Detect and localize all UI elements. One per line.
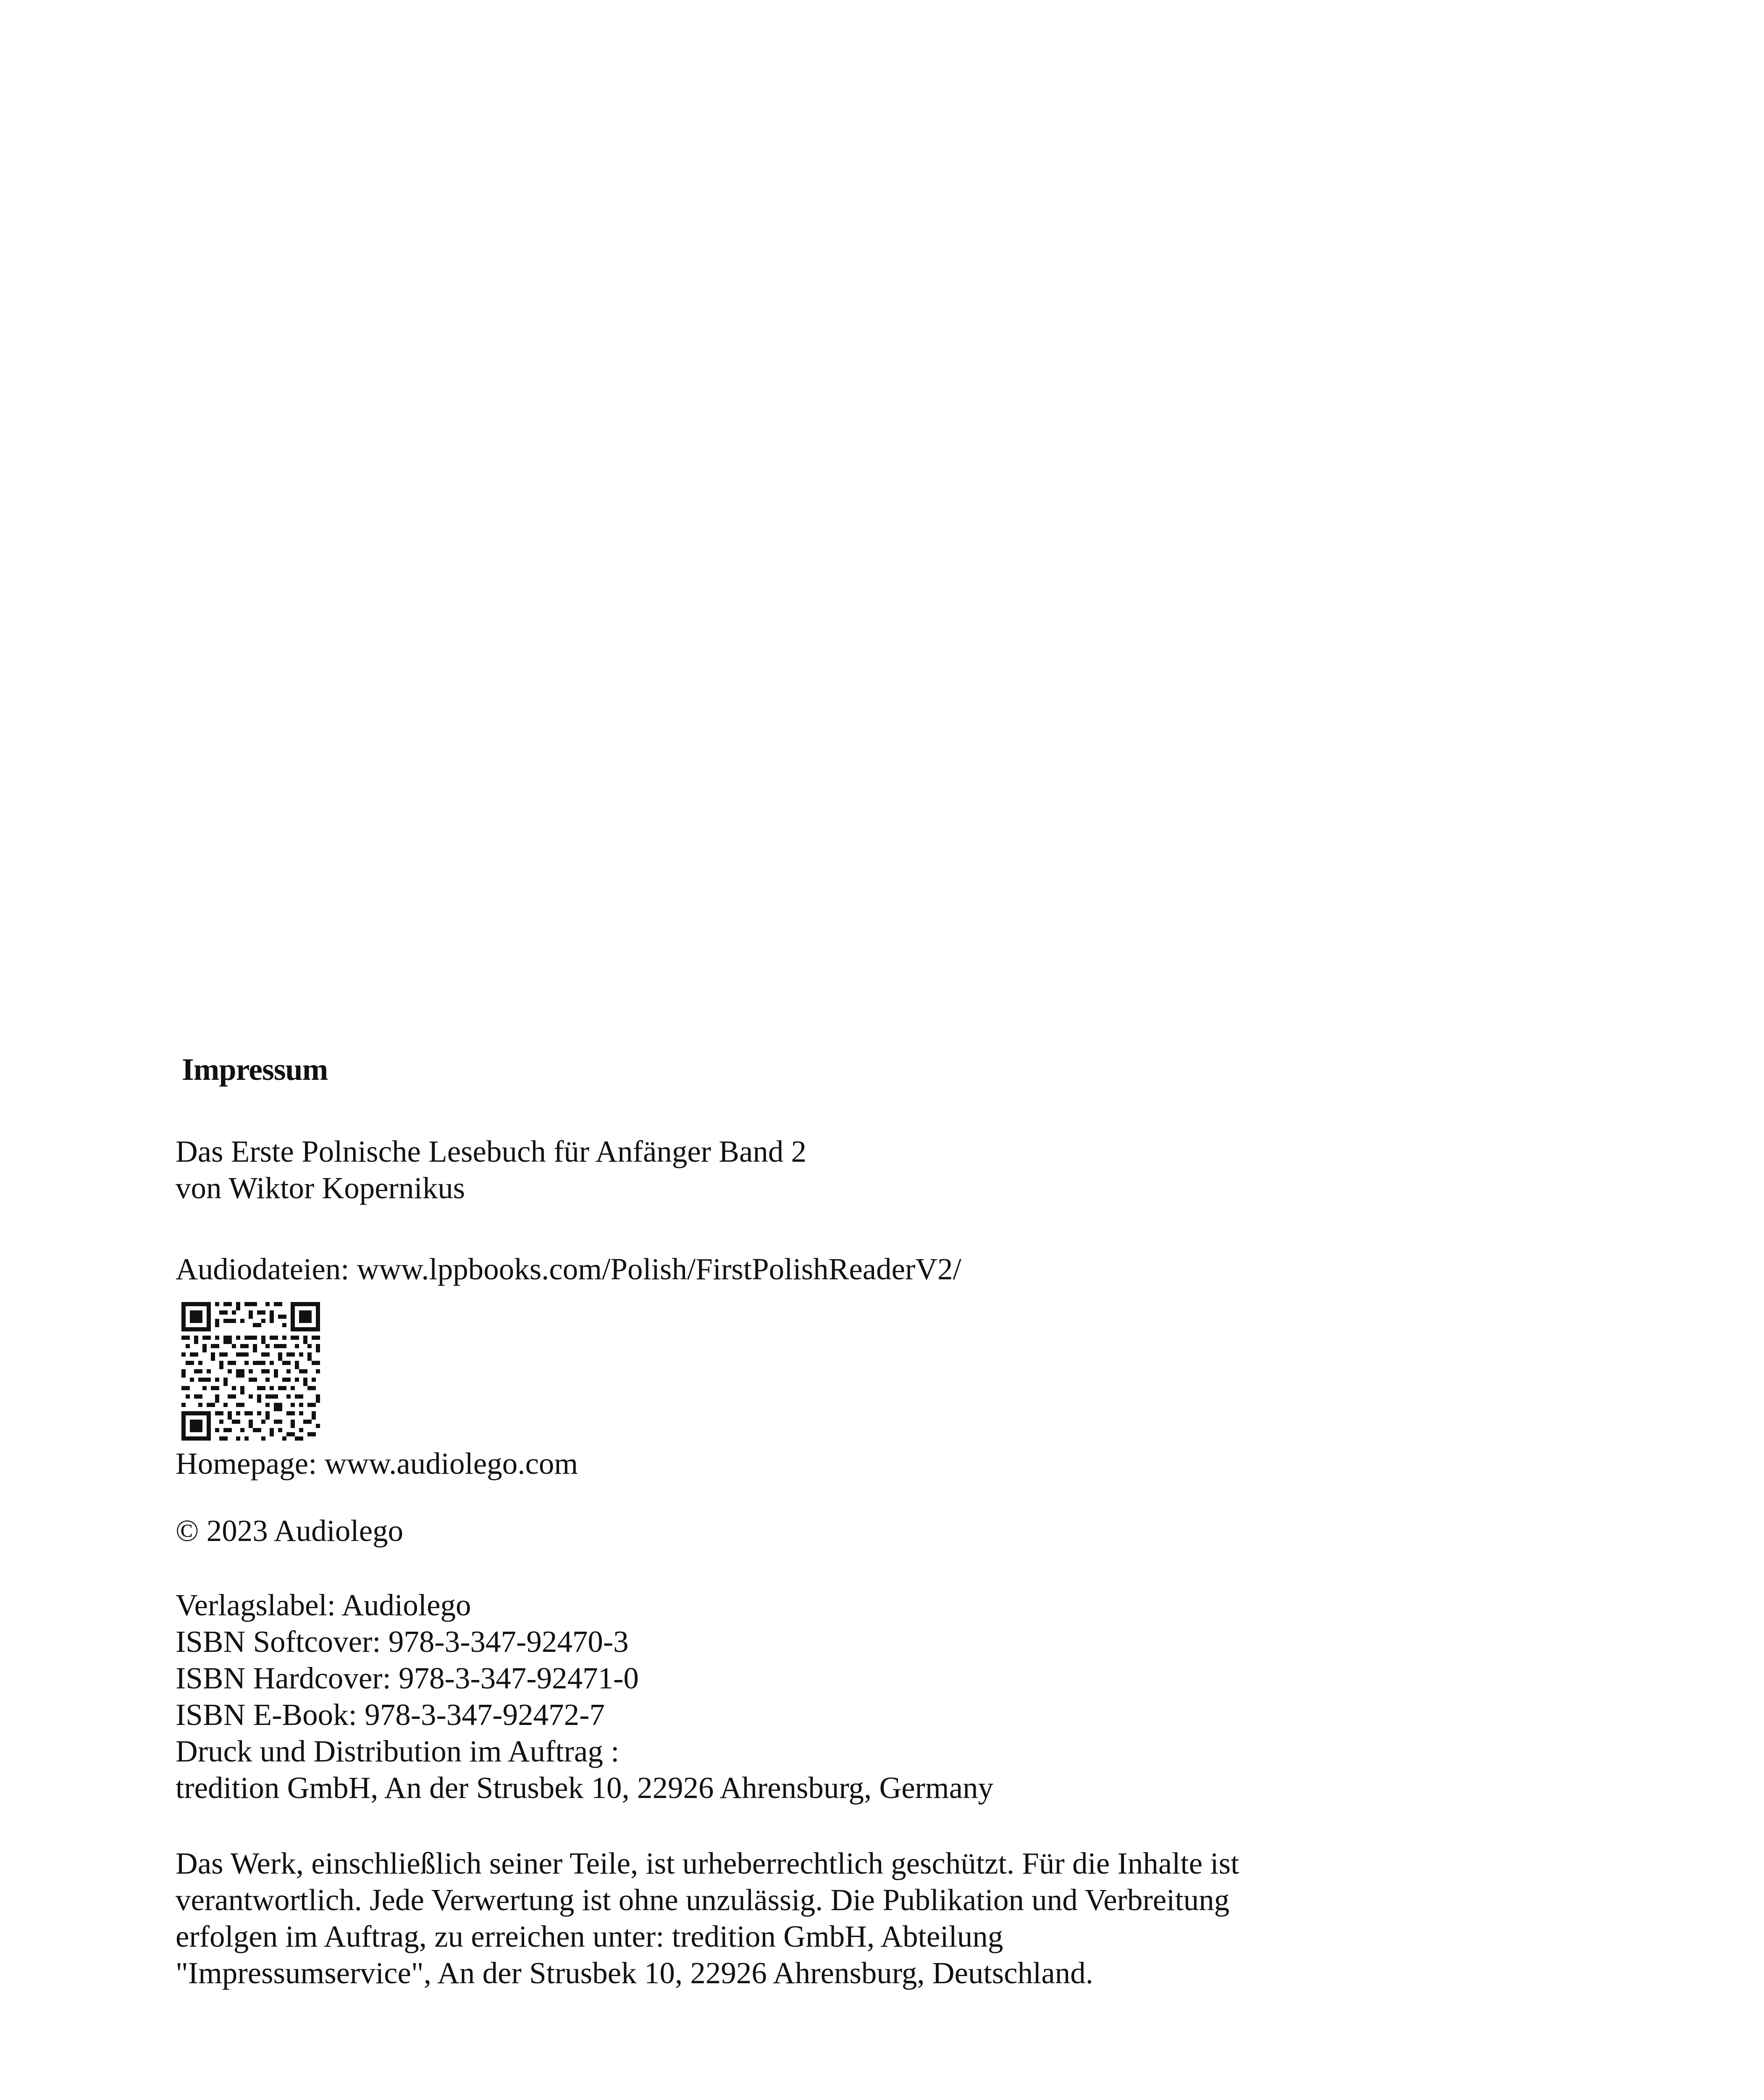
homepage-line: Homepage: www.audiolego.com bbox=[176, 1446, 578, 1480]
impressum-heading: Impressum bbox=[182, 1053, 328, 1087]
legal-notice-line: erfolgen im Auftrag, zu erreichen unter: tredition GmbH, Abteilung bbox=[176, 1919, 1003, 1953]
legal-notice-line: verantwortlich. Jede Verwertung ist ohne unzulässig. Die Publikation und Verbreitung bbox=[176, 1883, 1230, 1917]
legal-notice-line: "Impressumservice", An der Strusbek 10, 22926 Ahrensburg, Deutschland. bbox=[176, 1956, 1094, 1990]
publisher-label-line: Verlagslabel: Audiolego bbox=[176, 1588, 471, 1622]
qr-code-icon bbox=[181, 1302, 320, 1441]
author-line: von Wiktor Kopernikus bbox=[176, 1171, 465, 1205]
audio-files-line: Audiodateien: www.lppbooks.com/Polish/FirstPolishReaderV2/ bbox=[176, 1252, 961, 1286]
book-title-line: Das Erste Polnische Lesebuch für Anfänger Band 2 bbox=[176, 1134, 807, 1168]
distributor-address-line: tredition GmbH, An der Strusbek 10, 22926 Ahrensburg, Germany bbox=[176, 1771, 994, 1805]
print-distribution-line: Druck und Distribution im Auftrag : bbox=[176, 1734, 620, 1768]
legal-notice-line: Das Werk, einschließlich seiner Teile, ist urheberrechtlich geschützt. Für die Inhalte ist bbox=[176, 1846, 1239, 1880]
isbn-softcover-line: ISBN Softcover: 978-3-347-92470-3 bbox=[176, 1625, 629, 1659]
isbn-hardcover-line: ISBN Hardcover: 978-3-347-92471-0 bbox=[176, 1661, 639, 1695]
copyright-line: © 2023 Audiolego bbox=[176, 1514, 404, 1548]
isbn-ebook-line: ISBN E-Book: 978-3-347-92472-7 bbox=[176, 1698, 605, 1732]
